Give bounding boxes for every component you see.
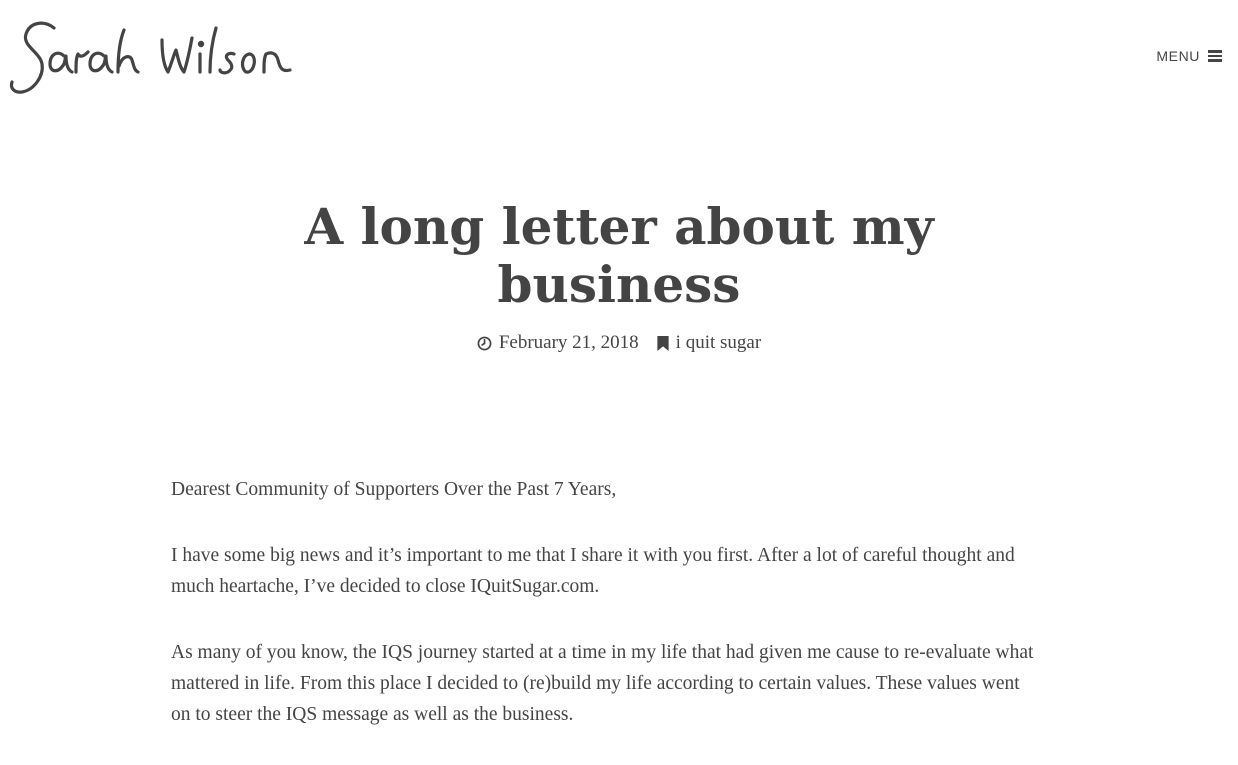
menu-label: MENU [1156, 48, 1200, 64]
post-date [477, 332, 639, 354]
post-meta [0, 332, 1238, 354]
menu-button[interactable] [1156, 48, 1222, 64]
hamburger-icon [1208, 50, 1222, 62]
post-category-link[interactable] [657, 332, 762, 354]
post-category-text: i quit sugar [675, 332, 762, 353]
title-line-2: business [497, 255, 741, 314]
post-date-text: February 21, 2018 [498, 332, 639, 353]
paragraph-2: As many of you know, the IQS journey started at a time in my life that had given me cause to re-evaluate what mattered in life. From this place I decided to (re)build my life according to certain values. These values went on to steer the IQS message as well as the business. [171, 642, 1034, 725]
page-title [0, 198, 1238, 314]
clock-icon [477, 336, 492, 351]
site-logo[interactable] [6, 12, 296, 100]
article-body [171, 474, 1041, 765]
title-line-1: A long letter about my [304, 197, 934, 256]
paragraph-1: I have some big news and it’s important to me that I share it with you first. After a lot of careful thought and much heartache, I’ve decided to close IQuitSugar.com. [171, 545, 1015, 597]
paragraph-salutation: Dearest Community of Supporters Over the Past 7 Years, [171, 479, 617, 500]
bookmark-icon [657, 336, 669, 351]
